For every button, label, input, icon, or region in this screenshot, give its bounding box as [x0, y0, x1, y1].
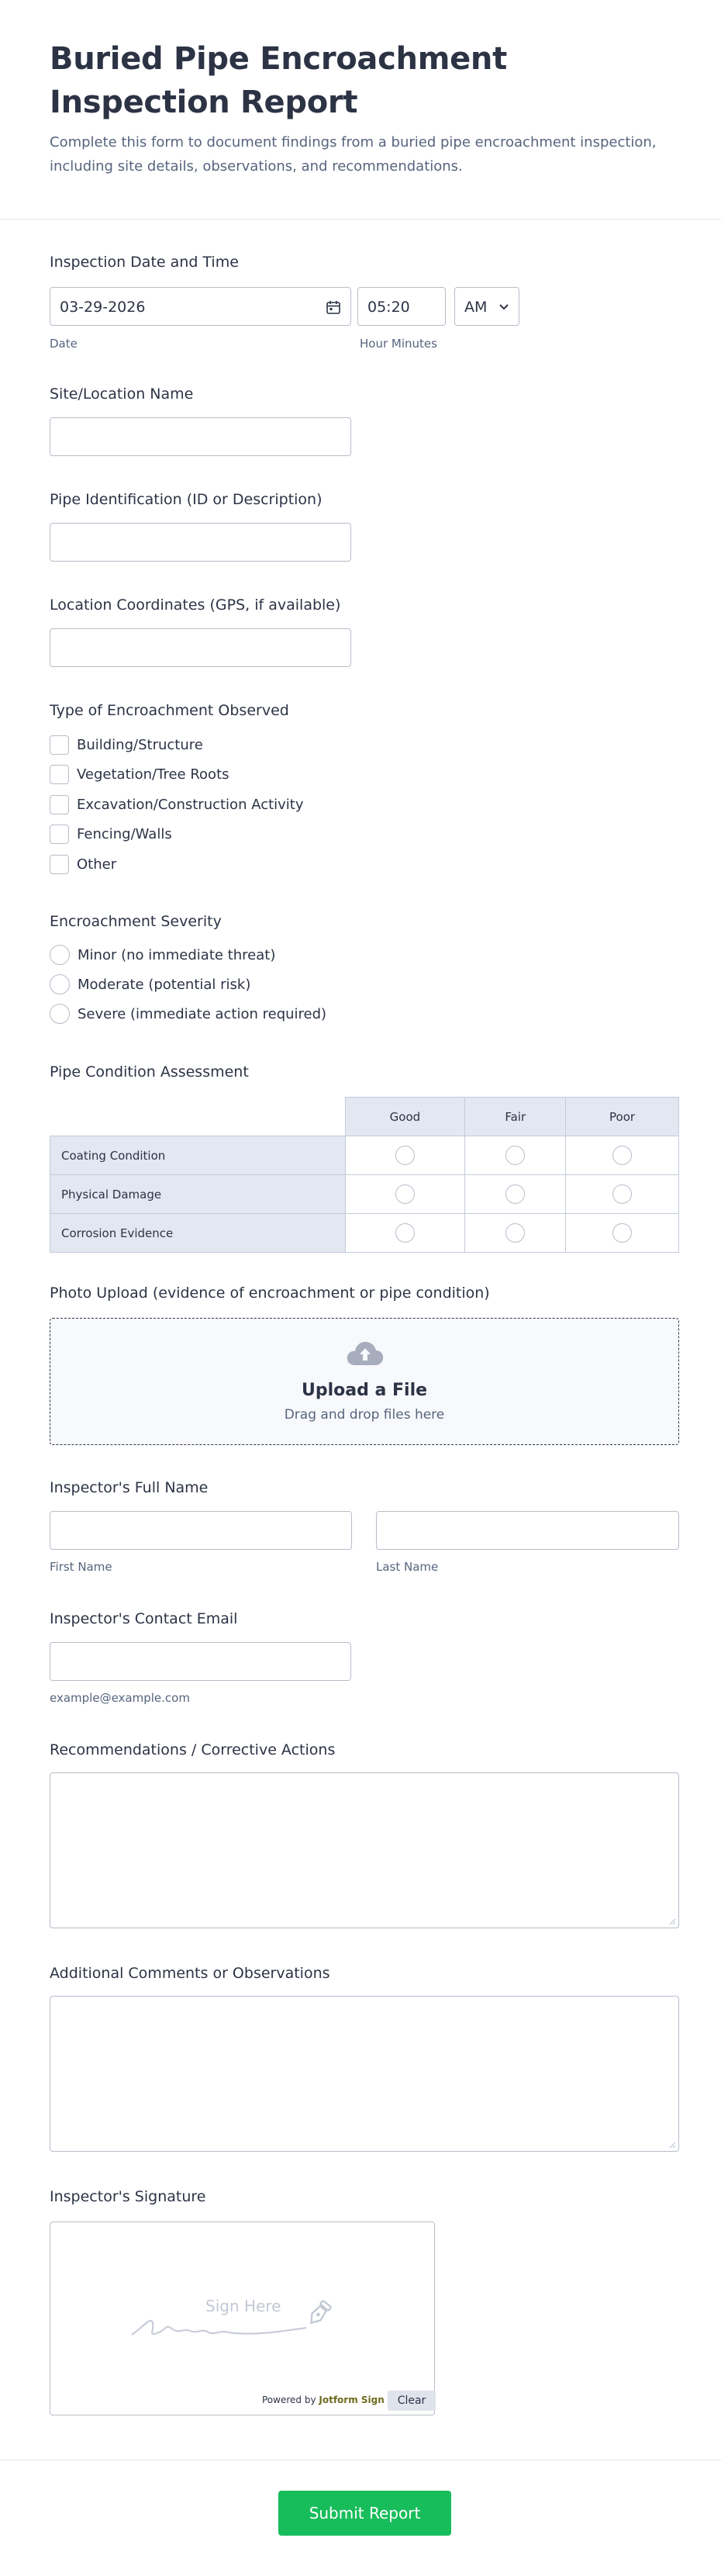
encroachment-type-label: Type of Encroachment Observed: [50, 702, 289, 719]
encroachment-type-field: [50, 701, 679, 880]
row-label: Coating Condition: [50, 1136, 346, 1175]
time-input[interactable]: [357, 287, 446, 326]
recommendations-label: Recommendations / Corrective Actions: [50, 1741, 336, 1758]
last-name-sublabel: Last Name: [376, 1560, 439, 1574]
radio-option[interactable]: Moderate (potential risk): [50, 973, 250, 995]
resize-handle-icon[interactable]: [668, 1917, 676, 1925]
signature-field: [50, 2187, 679, 2420]
time-sublabel: Hour Minutes: [360, 337, 437, 351]
first-name-sublabel: First Name: [50, 1560, 112, 1574]
ampm-select[interactable]: [454, 287, 519, 326]
matrix-radio[interactable]: [612, 1146, 632, 1165]
time-value: 05:20: [367, 299, 410, 316]
matrix-radio[interactable]: [612, 1184, 632, 1204]
column-header: Fair: [465, 1098, 566, 1136]
file-upload-dropzone[interactable]: [50, 1318, 679, 1445]
pipe-id-field: [50, 490, 679, 568]
severity-field: [50, 912, 679, 1029]
photo-upload-label: Photo Upload (evidence of encroachment or pipe condition): [50, 1285, 490, 1302]
matrix-radio[interactable]: [395, 1223, 415, 1243]
site-name-input[interactable]: [50, 417, 351, 456]
checkbox[interactable]: [50, 795, 69, 814]
first-name-input[interactable]: [50, 1511, 352, 1550]
radio-option[interactable]: Minor (no immediate threat): [50, 944, 275, 966]
powered-by-text: Powered by Jotform Sign: [262, 2394, 385, 2405]
matrix-radio[interactable]: [505, 1223, 525, 1243]
email-sublabel: example@example.com: [50, 1691, 190, 1705]
matrix-radio[interactable]: [505, 1184, 525, 1204]
pipe-condition-field: [50, 1063, 679, 1257]
signature-pad[interactable]: [50, 2222, 435, 2415]
email-input[interactable]: [50, 1642, 351, 1681]
photo-upload-field: [50, 1284, 679, 1454]
submit-button[interactable]: Submit Report: [278, 2491, 451, 2536]
inspection-datetime-label: Inspection Date and Time: [50, 254, 239, 271]
checkbox[interactable]: [50, 765, 69, 784]
matrix-radio[interactable]: [395, 1184, 415, 1204]
pipe-id-label: Pipe Identification (ID or Description): [50, 491, 323, 508]
jotform-sign-brand: Jotform Sign: [319, 2394, 385, 2405]
signature-scribble-icon: [128, 2300, 360, 2346]
recommendations-field: [50, 1741, 679, 1935]
checkbox-option[interactable]: Fencing/Walls: [50, 823, 172, 845]
row-label: Corrosion Evidence: [50, 1214, 346, 1253]
site-name-field: [50, 385, 679, 462]
form-header: [0, 0, 721, 220]
form-title: Buried Pipe Encroachment Inspection Report: [50, 41, 507, 120]
matrix-row: [50, 1136, 679, 1175]
severity-label: Encroachment Severity: [50, 913, 222, 930]
cloud-upload-icon: [346, 1339, 385, 1367]
inspection-datetime-field: [50, 253, 679, 354]
checkbox-option[interactable]: Vegetation/Tree Roots: [50, 763, 229, 785]
checkbox[interactable]: [50, 735, 69, 755]
radio-button[interactable]: [50, 1004, 70, 1024]
form-footer: [0, 2460, 721, 2576]
pipe-id-input[interactable]: [50, 523, 351, 562]
matrix-radio[interactable]: [505, 1146, 525, 1165]
inspector-name-label: Inspector's Full Name: [50, 1479, 209, 1496]
radio-option[interactable]: Severe (immediate action required): [50, 1003, 326, 1025]
comments-label: Additional Comments or Observations: [50, 1965, 330, 1982]
row-label: Physical Damage: [50, 1175, 346, 1214]
site-name-label: Site/Location Name: [50, 386, 194, 403]
checkbox[interactable]: [50, 825, 69, 844]
comments-field: [50, 1964, 679, 2158]
coordinates-label: Location Coordinates (GPS, if available): [50, 596, 341, 614]
coordinates-field: [50, 596, 679, 673]
chevron-down-icon: [498, 303, 509, 311]
last-name-input[interactable]: [376, 1511, 679, 1550]
recommendations-textarea[interactable]: [50, 1772, 679, 1928]
inspector-email-field: [50, 1610, 679, 1710]
column-header: Good: [345, 1098, 465, 1136]
date-sublabel: Date: [50, 337, 78, 351]
sign-here-placeholder: Sign Here: [205, 2297, 281, 2315]
coordinates-input[interactable]: [50, 628, 351, 667]
resize-handle-icon[interactable]: [668, 2141, 676, 2149]
date-value: 03-29-2026: [60, 299, 146, 316]
form-description: Complete this form to document findings from a buried pipe encroachment inspection, including site details, observations, and recommendations.: [50, 134, 657, 175]
upload-title: Upload a File: [301, 1381, 428, 1400]
clear-signature-button[interactable]: Clear: [388, 2391, 436, 2411]
inspector-email-label: Inspector's Contact Email: [50, 1610, 238, 1627]
checkbox-option[interactable]: Excavation/Construction Activity: [50, 794, 304, 815]
condition-matrix: [50, 1097, 679, 1253]
ampm-value: AM: [464, 299, 488, 316]
radio-button[interactable]: [50, 974, 70, 994]
matrix-radio[interactable]: [395, 1146, 415, 1165]
matrix-row: [50, 1214, 679, 1253]
matrix-row: [50, 1175, 679, 1214]
radio-button[interactable]: [50, 945, 70, 965]
pipe-condition-label: Pipe Condition Assessment: [50, 1063, 249, 1081]
comments-textarea[interactable]: [50, 1996, 679, 2152]
calendar-icon[interactable]: [326, 299, 341, 315]
checkbox-option[interactable]: Other: [50, 853, 116, 875]
matrix-radio[interactable]: [612, 1223, 632, 1243]
checkbox-option[interactable]: Building/Structure: [50, 734, 203, 756]
signature-label: Inspector's Signature: [50, 2188, 206, 2205]
checkbox[interactable]: [50, 855, 69, 874]
column-header: Poor: [566, 1098, 679, 1136]
upload-subtitle: Drag and drop files here: [284, 1407, 445, 1423]
date-input[interactable]: [50, 287, 351, 326]
inspector-name-field: [50, 1478, 679, 1579]
